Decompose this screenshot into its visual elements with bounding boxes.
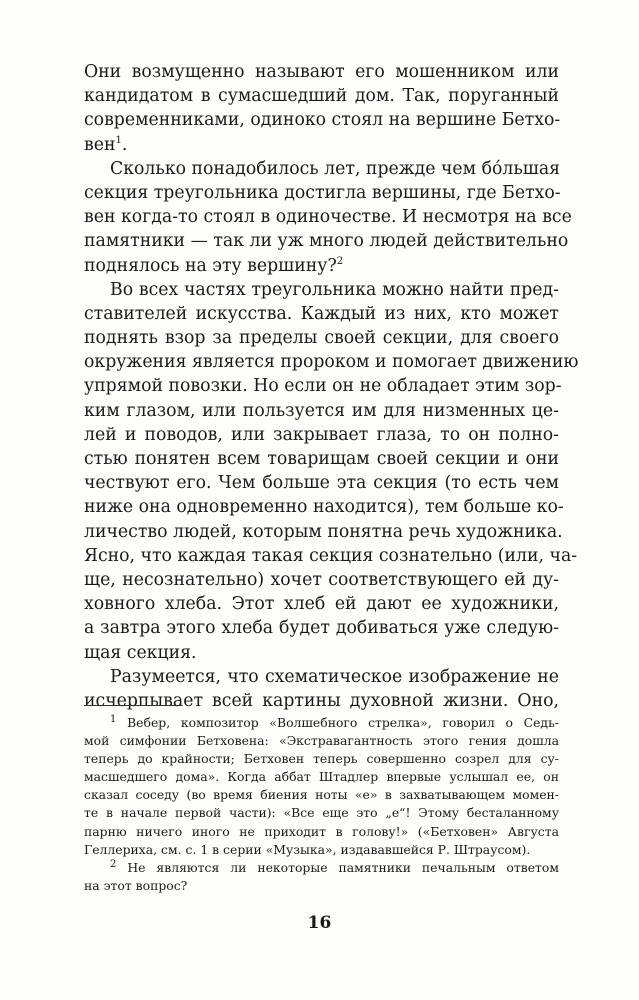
- text-fragment: поднялось на эту вершину?: [84, 255, 337, 276]
- text-line: ниже она одновременно находится), тем больше ко-: [84, 497, 564, 518]
- text-line: [84, 133, 559, 157]
- text-line: кандидатом в сумасшедший дом. Так, поруганный: [84, 86, 559, 107]
- text-line: поднять взор за пределы своей секции, для своего: [84, 328, 559, 349]
- text-fragment: Вебер, композитор «Волшебного стрелка», говорил о Седь-: [127, 715, 559, 730]
- main-text: [84, 60, 579, 713]
- text-line: секция треугольника достигла вершины, где Бетхо-: [84, 182, 561, 203]
- text-line: ставителей искусства. Каждый из них, кто может: [84, 303, 559, 324]
- page-number: 16: [307, 913, 332, 933]
- text-line: современниками, одиноко стоял на вершине Бетхо-: [84, 110, 561, 131]
- footnote-divider: [84, 705, 182, 706]
- footnote-line: [84, 859, 559, 877]
- footnote-line: на этот вопрос?: [84, 877, 188, 893]
- text-line: ким глазом, или пользуется им для низменных це-: [84, 400, 559, 421]
- text-line: Они возмущенно называют его мошенником или: [84, 62, 559, 82]
- footnote-line: мой симфонии Бетховена: «Экстравагантность этого гения дошла: [84, 733, 559, 749]
- paragraph-first-line: Во всех частях треугольника можно найти пред-: [110, 279, 559, 300]
- text-line: щая секция.: [84, 642, 197, 663]
- footnote-ref: 1: [115, 134, 122, 146]
- footnote-line: Геллериха, см. с. 1 в серии «Музыка», издававшейся Р. Штраусом).: [84, 841, 531, 857]
- footnote-line: парню ничего иного не приходит в голову!» («Бетховен» Августа: [84, 823, 559, 839]
- text-line: стью понятен всем товарищам своей секции и они: [84, 449, 559, 469]
- text-fragment: Не являются ли некоторые памятники печальным ответом: [127, 859, 559, 875]
- text-line: ховного хлеба. Этот хлеб ей дают ее художники,: [84, 594, 559, 615]
- footnote-ref: 2: [336, 255, 344, 267]
- text-line: личество людей, которым понятна речь художника.: [84, 521, 563, 542]
- text-line: лей и поводов, или закрывает глаза, то он полно-: [84, 424, 559, 445]
- text-line: ще, несознательно) хочет соответствующего ей ду-: [84, 569, 559, 590]
- text-line: а завтра этого хлеба будет добиваться уже следую-: [84, 618, 559, 639]
- text-line: вен когда-то стоял в одиночестве. И несмотря на все: [84, 207, 572, 228]
- footnote-marker: 1: [110, 713, 117, 725]
- text-line: Ясно, что каждая такая секция сознательно (или, ча-: [84, 545, 578, 566]
- text-fragment: вен: [84, 134, 116, 155]
- text-line: чествуют его. Чем больше эта секция (то есть чем: [84, 473, 559, 494]
- paragraph-first-line: Сколько понадобилось лет, прежде чем бо́льшая: [110, 158, 561, 179]
- footnote-line: масшедшего дома». Когда аббат Штадлер впервые услышал ее, он: [84, 769, 559, 785]
- text-line: исчерпывает всей картины духовной жизни. Оно,: [84, 690, 559, 711]
- punctuation: .: [121, 134, 128, 155]
- text-line: упрямой повозки. Но если он не обладает этим зор-: [84, 376, 562, 397]
- footnote-line: сказал соседу (во время биения ноты «е» в захватывающем момен-: [84, 787, 559, 803]
- paragraph-first-line: Разумеется, что схематическое изображение не: [110, 666, 559, 687]
- footnote-marker: 2: [110, 858, 117, 870]
- footnotes: [84, 714, 559, 895]
- footnote-line: [84, 714, 559, 732]
- footnote-line: те в начале первой части): «Все еще это „е“! Этому бесталанному: [84, 805, 559, 821]
- text-line: [84, 254, 559, 278]
- text-line: окружения является пророком и помогает движению: [84, 352, 579, 373]
- footnote-line: теперь до крайности; Бетховен теперь совершенно созрел для су-: [84, 751, 559, 767]
- text-line: памятники — так ли уж много людей действительно: [84, 231, 569, 252]
